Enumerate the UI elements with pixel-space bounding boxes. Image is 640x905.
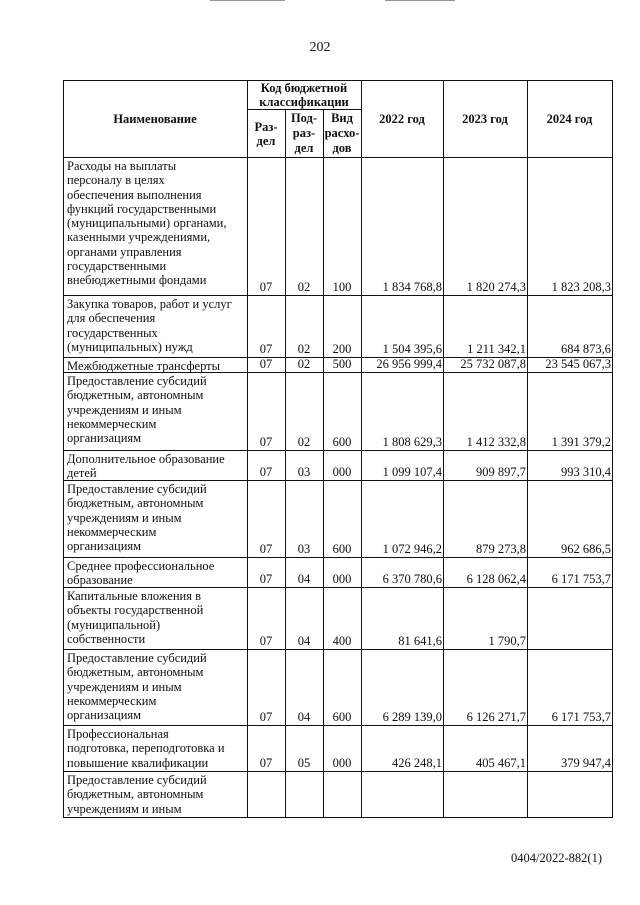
row-podrazdel: 02 <box>297 280 311 294</box>
header-name: Наименование <box>113 112 197 126</box>
row-name: Межбюджетные трансферты <box>67 359 221 373</box>
row-name: Среднее профессиональное образование <box>67 559 215 588</box>
row-divider <box>63 157 613 158</box>
row-value-2023: 1 790,7 <box>488 634 526 648</box>
table-border <box>612 80 613 818</box>
header-2022: 2022 год <box>379 112 425 126</box>
row-vid: 000 <box>332 465 352 479</box>
row-name: Профессиональная подготовка, переподготовка и повышение квалификации <box>67 727 225 770</box>
row-razdel: 07 <box>259 435 273 449</box>
row-value-2024: 1 823 208,3 <box>551 280 611 294</box>
row-value-2024: 379 947,4 <box>561 756 611 770</box>
header-podrazdel: Под- раз- дел <box>290 111 318 155</box>
row-name: Предоставление субсидий бюджетным, автономным учреждениям и иным некоммерческим организациям <box>67 482 207 554</box>
row-name: Предоставление субсидий бюджетным, автономным учреждениям и иным некоммерческим организациям <box>67 651 207 723</box>
row-razdel: 07 <box>259 572 273 586</box>
table-border <box>63 80 64 818</box>
row-vid: 600 <box>332 542 352 556</box>
row-podrazdel: 04 <box>297 572 311 586</box>
row-value-2024: 23 545 067,3 <box>545 357 611 371</box>
row-value-2023: 1 211 342,1 <box>467 342 526 356</box>
row-razdel: 07 <box>259 634 273 648</box>
row-value-2022: 426 248,1 <box>392 756 442 770</box>
row-name: Дополнительное образование детей <box>67 452 225 481</box>
document-code: 0404/2022-882(1) <box>511 851 602 865</box>
row-value-2023: 6 128 062,4 <box>466 572 526 586</box>
row-name: Капитальные вложения в объекты государственной (муниципальной) собственности <box>67 589 204 646</box>
row-podrazdel: 02 <box>297 342 311 356</box>
row-value-2024: 993 310,4 <box>561 465 611 479</box>
row-vid: 600 <box>332 710 352 724</box>
row-vid: 000 <box>332 572 352 586</box>
row-vid: 000 <box>332 756 352 770</box>
row-divider <box>63 771 613 772</box>
row-divider <box>63 649 613 650</box>
row-value-2022: 1 072 946,2 <box>382 542 442 556</box>
row-podrazdel: 04 <box>297 634 311 648</box>
row-podrazdel: 02 <box>297 357 311 371</box>
row-razdel: 07 <box>259 710 273 724</box>
row-divider <box>63 557 613 558</box>
row-value-2023: 879 273,8 <box>476 542 526 556</box>
page-number: 202 <box>309 40 331 55</box>
row-value-2024: 684 873,6 <box>561 342 611 356</box>
row-razdel: 07 <box>259 342 273 356</box>
row-name: Предоставление субсидий бюджетным, автономным учреждениям и иным <box>67 773 207 816</box>
table-border <box>63 817 613 818</box>
budget-table <box>63 80 613 818</box>
row-value-2023: 405 467,1 <box>476 756 526 770</box>
column-divider <box>361 80 362 818</box>
header-2023: 2023 год <box>462 112 508 126</box>
row-value-2023: 909 897,7 <box>476 465 526 479</box>
row-podrazdel: 04 <box>297 710 311 724</box>
row-podrazdel: 05 <box>297 756 311 770</box>
row-value-2022: 1 099 107,4 <box>382 465 442 479</box>
row-podrazdel: 02 <box>297 435 311 449</box>
row-razdel: 07 <box>259 357 273 371</box>
row-name: Закупка товаров, работ и услуг для обеспечения государственных (муниципальных) нужд <box>67 297 232 354</box>
header-vid: Вид расхо- дов <box>324 111 360 155</box>
row-value-2022: 1 808 629,3 <box>382 435 442 449</box>
row-divider <box>63 295 613 296</box>
header-subrule <box>247 109 362 110</box>
header-razdel: Раз- дел <box>254 120 278 148</box>
row-razdel: 07 <box>259 280 273 294</box>
column-divider <box>247 80 248 818</box>
row-divider <box>63 725 613 726</box>
row-value-2024: 1 391 379,2 <box>551 435 611 449</box>
row-value-2022: 26 956 999,4 <box>376 357 442 371</box>
row-value-2024: 962 686,5 <box>561 542 611 556</box>
row-value-2022: 1 834 768,8 <box>382 280 442 294</box>
row-value-2022: 1 504 395,6 <box>382 342 442 356</box>
row-value-2023: 25 732 087,8 <box>460 357 526 371</box>
row-vid: 100 <box>332 280 352 294</box>
row-razdel: 07 <box>259 465 273 479</box>
row-vid: 400 <box>332 634 352 648</box>
row-value-2024: 6 171 753,7 <box>551 710 611 724</box>
row-value-2022: 6 289 139,0 <box>382 710 442 724</box>
column-divider <box>443 80 444 818</box>
row-name: Расходы на выплаты персоналу в целях обеспечения выполнения функций государственными (муниципальными) органами, казенными учреждениями, органами управления государственными внебюджетными фондами <box>67 159 227 288</box>
row-vid: 200 <box>332 342 352 356</box>
row-vid: 600 <box>332 435 352 449</box>
row-value-2023: 6 126 271,7 <box>466 710 526 724</box>
row-value-2022: 6 370 780,6 <box>382 572 442 586</box>
column-divider <box>527 80 528 818</box>
row-name: Предоставление субсидий бюджетным, автономным учреждениям и иным некоммерческим организациям <box>67 374 207 446</box>
row-divider <box>63 450 613 451</box>
row-razdel: 07 <box>259 756 273 770</box>
scan-edge-mark <box>210 0 285 1</box>
header-2024: 2024 год <box>546 112 593 126</box>
row-podrazdel: 03 <box>297 465 311 479</box>
row-vid: 500 <box>332 357 352 371</box>
row-value-2022: 81 641,6 <box>398 634 442 648</box>
row-value-2023: 1 412 332,8 <box>466 435 526 449</box>
row-podrazdel: 03 <box>297 542 311 556</box>
row-value-2023: 1 820 274,3 <box>466 280 526 294</box>
header-code-group: Код бюджетной классификации <box>259 81 349 109</box>
row-value-2024: 6 171 753,7 <box>551 572 611 586</box>
row-razdel: 07 <box>259 542 273 556</box>
scan-edge-mark <box>385 0 455 1</box>
